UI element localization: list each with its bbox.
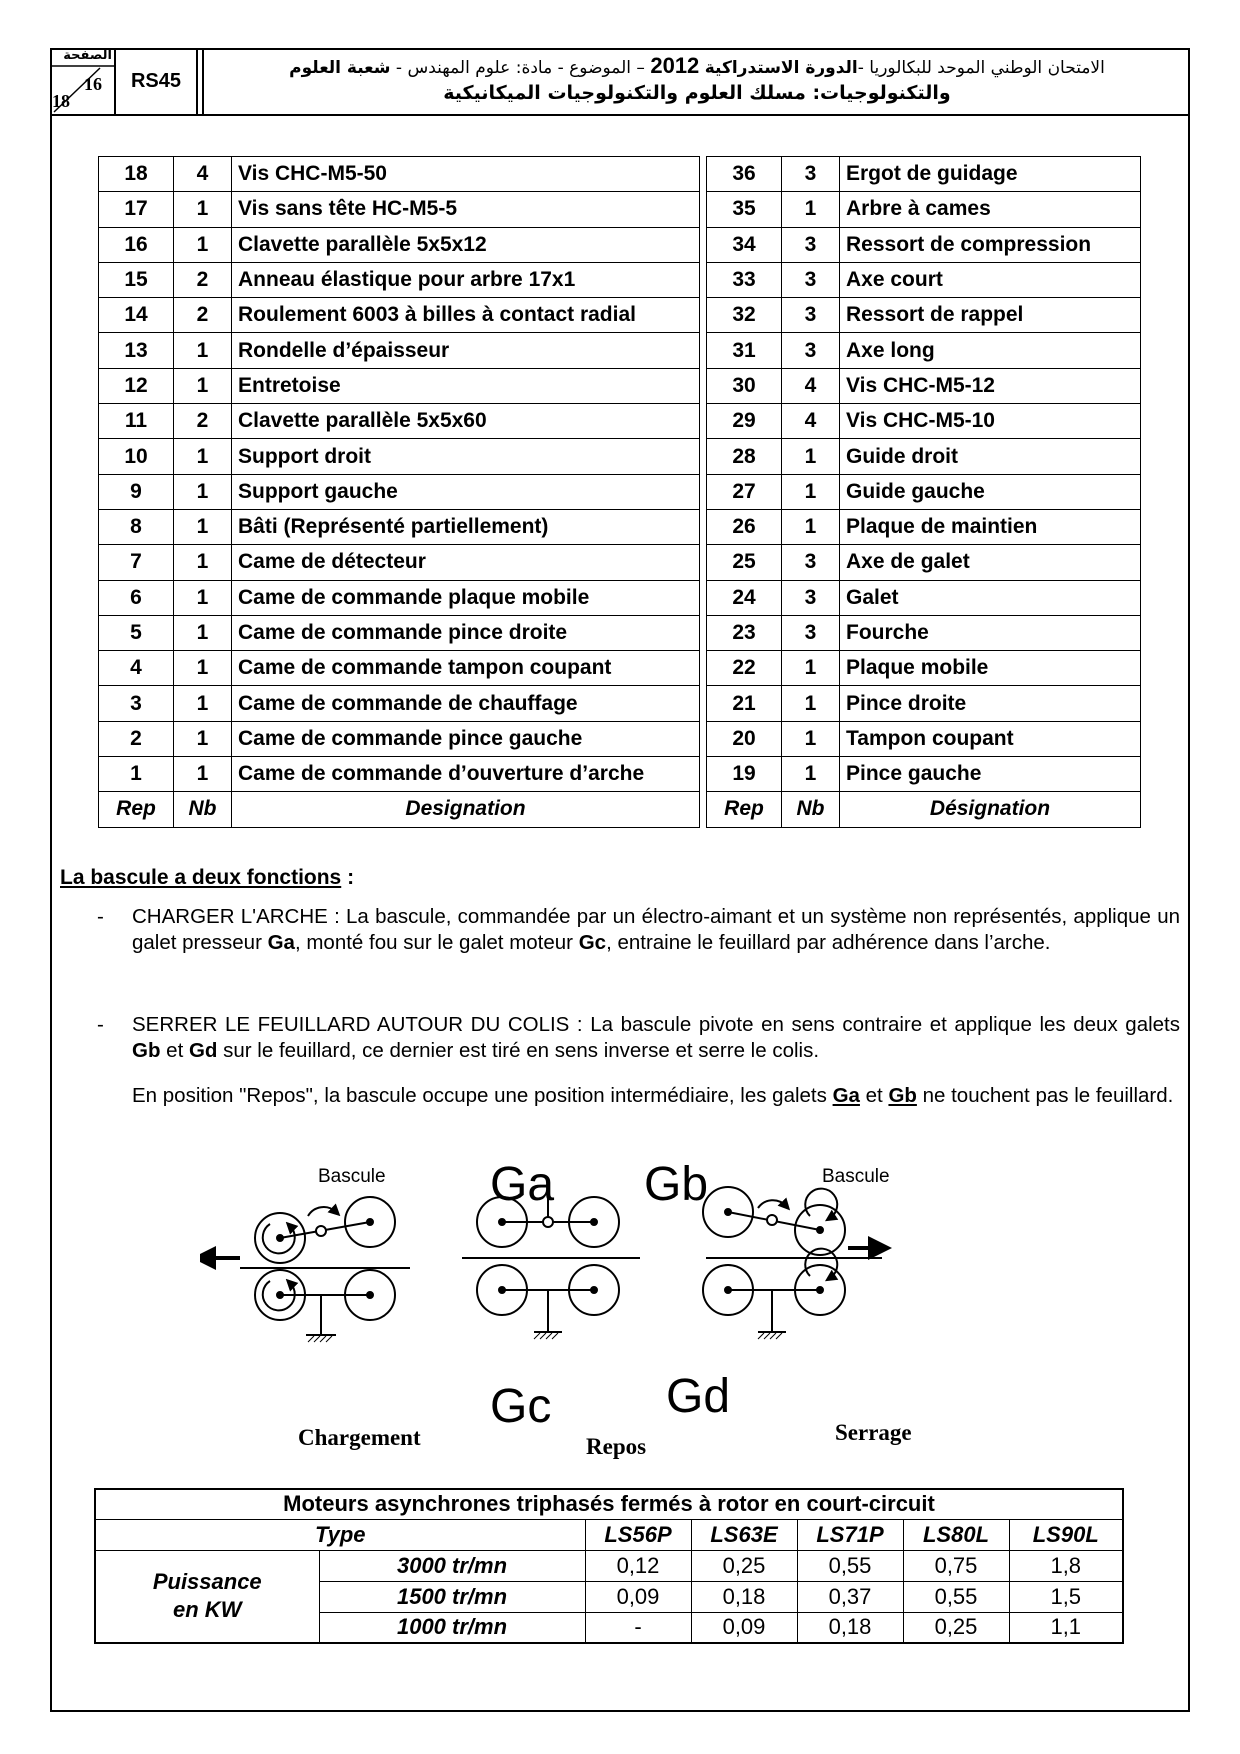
caption-serrage: Serrage — [835, 1420, 912, 1445]
power-value: 0,25 — [903, 1612, 1009, 1643]
part-designation: Plaque mobile — [840, 651, 1141, 686]
part-rep: 34 — [707, 227, 782, 262]
column-separator — [700, 368, 707, 403]
motor-type: LS63E — [691, 1519, 797, 1550]
part-designation: Guide droit — [840, 439, 1141, 474]
bullet-dash: - — [97, 1013, 104, 1036]
page-number: 16 — [84, 74, 102, 94]
part-rep: 19 — [707, 757, 782, 792]
part-rep: 30 — [707, 368, 782, 403]
intro-title: La bascule a deux fonctions — [60, 866, 342, 889]
part-qty: 4 — [174, 157, 232, 192]
part-designation: Axe court — [840, 262, 1141, 297]
part-rep: 6 — [99, 580, 174, 615]
power-value: 0,09 — [691, 1612, 797, 1643]
part-rep: 31 — [707, 333, 782, 368]
part-rep: 9 — [99, 474, 174, 509]
parts-row — [99, 580, 1141, 615]
part-designation: Came de détecteur — [232, 545, 700, 580]
part-qty: 3 — [782, 157, 840, 192]
part-rep: 24 — [707, 580, 782, 615]
power-value: 0,12 — [585, 1550, 691, 1581]
rotation-arrow-gd — [805, 1249, 837, 1278]
part-designation: Came de commande pince droite — [232, 615, 700, 650]
b1-gc: Gc — [578, 931, 607, 954]
header-rep: Rep — [707, 792, 782, 827]
header-designation: Désignation — [840, 792, 1141, 827]
exam-header — [50, 48, 1190, 116]
part-designation: Vis CHC-M5-10 — [840, 404, 1141, 439]
power-value: 0,55 — [903, 1581, 1009, 1612]
parts-row — [99, 439, 1141, 474]
part-designation: Pince droite — [840, 686, 1141, 721]
part-designation: Bâti (Représenté partiellement) — [232, 509, 700, 544]
b1-ga: Ga — [267, 931, 295, 954]
part-rep: 23 — [707, 615, 782, 650]
parts-row — [99, 721, 1141, 756]
part-qty: 1 — [782, 192, 840, 227]
part-rep: 28 — [707, 439, 782, 474]
motor-type-label: Type — [95, 1519, 585, 1550]
parts-row — [99, 474, 1141, 509]
column-separator — [700, 545, 707, 580]
ground-hatch-left — [308, 1336, 332, 1342]
power-value: 1,1 — [1009, 1612, 1123, 1643]
repos-paragraph — [132, 1083, 1180, 1109]
b1-part1: CHARGER L'ARCHE : La bascule, commandée par un électro-aimant et un système non représentés, applique un galet presseur — [132, 905, 1180, 954]
exam-title — [204, 48, 1190, 114]
p3-part1: En position "Repos", la bascule occupe une position intermédiaire, les galets — [132, 1084, 833, 1107]
column-separator — [700, 474, 707, 509]
part-rep: 29 — [707, 404, 782, 439]
part-rep: 13 — [99, 333, 174, 368]
part-rep: 3 — [99, 686, 174, 721]
exam-subject: علوم المهندس — [407, 58, 511, 78]
part-qty: 4 — [782, 368, 840, 403]
page-number-box — [50, 48, 116, 114]
parts-row — [99, 192, 1141, 227]
header-nb: Nb — [174, 792, 232, 827]
part-designation: Rondelle d’épaisseur — [232, 333, 700, 368]
parts-row — [99, 404, 1141, 439]
motor-table-title: Moteurs asynchrones triphasés fermés à rotor en court-circuit — [95, 1489, 1123, 1519]
power-value: 0,18 — [691, 1581, 797, 1612]
b2-gb: Gb — [132, 1039, 161, 1062]
power-value: 0,09 — [585, 1581, 691, 1612]
b2-part2: et — [160, 1039, 189, 1062]
caption-chargement: Chargement — [298, 1425, 421, 1450]
part-designation: Ressort de compression — [840, 227, 1141, 262]
motor-type: LS56P — [585, 1519, 691, 1550]
part-qty: 1 — [174, 580, 232, 615]
column-separator — [700, 686, 707, 721]
p3-part2: et — [859, 1084, 889, 1107]
part-designation: Fourche — [840, 615, 1141, 650]
part-qty: 1 — [174, 721, 232, 756]
caption-repos: Repos — [586, 1434, 647, 1459]
part-designation: Clavette parallèle 5x5x12 — [232, 227, 700, 262]
part-qty: 1 — [174, 509, 232, 544]
exam-code: RS45 — [116, 48, 198, 114]
part-designation: Support droit — [232, 439, 700, 474]
part-designation: Vis CHC-M5-50 — [232, 157, 700, 192]
parts-row — [99, 298, 1141, 333]
part-rep: 16 — [99, 227, 174, 262]
part-designation: Tampon coupant — [840, 721, 1141, 756]
exam-title-suffix: – الموضوع - مادة: — [515, 58, 645, 78]
exam-session: الدورة الاستدراكية — [704, 58, 858, 78]
serrage-mechanism — [703, 1187, 882, 1332]
part-qty: 1 — [174, 615, 232, 650]
part-designation: Support gauche — [232, 474, 700, 509]
part-rep: 17 — [99, 192, 174, 227]
label-bascule-left: Bascule — [318, 1166, 386, 1187]
ground-hatch-center — [534, 1333, 558, 1339]
b2-part1: SERRER LE FEUILLARD AUTOUR DU COLIS : La bascule pivote en sens contraire et applique les deux galets — [132, 1013, 1180, 1036]
part-designation: Came de commande d’ouverture d’arche — [232, 757, 700, 792]
page-total: 18 — [52, 91, 70, 111]
bullet-serrer — [97, 1012, 1180, 1064]
part-qty: 2 — [174, 404, 232, 439]
parts-row — [99, 686, 1141, 721]
part-rep: 21 — [707, 686, 782, 721]
part-designation: Vis CHC-M5-12 — [840, 368, 1141, 403]
b1-part3: , entraine le feuillard par adhérence dans l’arche. — [606, 931, 1051, 954]
chargement-mechanism — [204, 1197, 410, 1335]
part-designation: Axe de galet — [840, 545, 1141, 580]
part-rep: 15 — [99, 262, 174, 297]
part-rep: 5 — [99, 615, 174, 650]
exam-branch: شعبة العلوم — [289, 58, 391, 78]
part-designation: Ressort de rappel — [840, 298, 1141, 333]
part-designation: Axe long — [840, 333, 1141, 368]
column-separator — [700, 157, 707, 192]
bascule-diagram — [200, 1150, 1000, 1470]
column-separator — [700, 298, 707, 333]
part-qty: 1 — [174, 227, 232, 262]
parts-row — [99, 333, 1141, 368]
parts-row — [99, 651, 1141, 686]
part-qty: 1 — [174, 474, 232, 509]
parts-table — [98, 156, 1141, 828]
rotation-arrow-bascule — [758, 1200, 786, 1208]
p3-gb: Gb — [888, 1084, 917, 1107]
part-rep: 1 — [99, 757, 174, 792]
power-value: 0,18 — [797, 1612, 903, 1643]
part-designation: Pince gauche — [840, 757, 1141, 792]
label-bascule-right: Bascule — [822, 1166, 890, 1187]
part-qty: 1 — [782, 651, 840, 686]
parts-row — [99, 615, 1141, 650]
part-qty: 2 — [174, 298, 232, 333]
part-designation: Guide gauche — [840, 474, 1141, 509]
part-designation: Galet — [840, 580, 1141, 615]
column-separator — [700, 721, 707, 756]
part-qty: 1 — [782, 757, 840, 792]
speed-cell: 1000 tr/mn — [319, 1612, 585, 1643]
parts-row — [99, 157, 1141, 192]
parts-row — [99, 368, 1141, 403]
parts-row — [99, 545, 1141, 580]
motor-table — [94, 1488, 1124, 1644]
part-qty: 2 — [174, 262, 232, 297]
speed-cell: 3000 tr/mn — [319, 1550, 585, 1581]
part-rep: 20 — [707, 721, 782, 756]
power-value: 0,75 — [903, 1550, 1009, 1581]
part-rep: 10 — [99, 439, 174, 474]
page-label: الصفحة — [63, 48, 112, 63]
part-rep: 11 — [99, 404, 174, 439]
exam-title-line1 — [216, 54, 1178, 80]
power-label: Puissance — [152, 1569, 262, 1595]
part-rep: 33 — [707, 262, 782, 297]
part-designation: Came de commande plaque mobile — [232, 580, 700, 615]
ground-hatch-right — [758, 1333, 782, 1339]
part-rep: 26 — [707, 509, 782, 544]
part-qty: 1 — [174, 439, 232, 474]
part-designation: Plaque de maintien — [840, 509, 1141, 544]
power-value: 1,8 — [1009, 1550, 1123, 1581]
part-rep: 14 — [99, 298, 174, 333]
column-separator — [700, 192, 707, 227]
intro-colon: : — [341, 866, 355, 889]
part-rep: 4 — [99, 651, 174, 686]
part-qty: 3 — [782, 545, 840, 580]
part-qty: 1 — [782, 686, 840, 721]
bullet-charger-text — [132, 904, 1180, 956]
part-qty: 3 — [782, 580, 840, 615]
column-separator — [700, 580, 707, 615]
power-value: 0,25 — [691, 1550, 797, 1581]
part-designation: Anneau élastique pour arbre 17x1 — [232, 262, 700, 297]
parts-row — [99, 757, 1141, 792]
part-qty: 1 — [782, 509, 840, 544]
part-qty: 1 — [174, 192, 232, 227]
part-qty: 4 — [782, 404, 840, 439]
part-designation: Arbre à cames — [840, 192, 1141, 227]
part-rep: 36 — [707, 157, 782, 192]
part-qty: 3 — [782, 227, 840, 262]
part-qty: 1 — [782, 474, 840, 509]
part-qty: 3 — [782, 262, 840, 297]
part-rep: 18 — [99, 157, 174, 192]
exam-title-dash: - — [390, 58, 408, 78]
part-rep: 27 — [707, 474, 782, 509]
power-value: 1,5 — [1009, 1581, 1123, 1612]
column-separator — [700, 615, 707, 650]
b2-part3: sur le feuillard, ce dernier est tiré en sens inverse et serre le colis. — [217, 1039, 820, 1062]
power-value: 0,37 — [797, 1581, 903, 1612]
header-nb: Nb — [782, 792, 840, 827]
part-qty: 1 — [782, 721, 840, 756]
part-designation: Came de commande pince gauche — [232, 721, 700, 756]
column-separator — [700, 262, 707, 297]
part-designation: Roulement 6003 à billes à contact radial — [232, 298, 700, 333]
parts-header-row — [99, 792, 1141, 827]
part-designation: Vis sans tête HC-M5-5 — [232, 192, 700, 227]
part-rep: 7 — [99, 545, 174, 580]
column-separator — [700, 227, 707, 262]
p3-part3: ne touchent pas le feuillard. — [916, 1084, 1174, 1107]
power-unit: en KW — [173, 1597, 242, 1623]
part-rep: 12 — [99, 368, 174, 403]
part-rep: 25 — [707, 545, 782, 580]
power-value: 0,55 — [797, 1550, 903, 1581]
label-gd: Gd — [666, 1370, 731, 1423]
speed-cell: 1500 tr/mn — [319, 1581, 585, 1612]
intro-heading — [60, 866, 354, 890]
exam-title-prefix: الامتحان الوطني الموحد للبكالوريا - — [857, 58, 1105, 78]
parts-row — [99, 509, 1141, 544]
part-qty: 1 — [174, 368, 232, 403]
part-qty: 1 — [174, 545, 232, 580]
part-rep: 32 — [707, 298, 782, 333]
part-qty: 1 — [174, 651, 232, 686]
part-rep: 8 — [99, 509, 174, 544]
parts-row — [99, 262, 1141, 297]
exam-title-line2: والتكنولوجيات: مسلك العلوم والتكنولوجيات الميكانيكية — [443, 82, 951, 104]
b1-part2: , monté fou sur le galet moteur — [294, 931, 579, 954]
part-designation: Ergot de guidage — [840, 157, 1141, 192]
column-separator — [700, 651, 707, 686]
part-designation: Came de commande tampon coupant — [232, 651, 700, 686]
bullet-charger — [97, 904, 1180, 956]
part-designation: Entretoise — [232, 368, 700, 403]
column-separator — [700, 792, 707, 827]
b2-gd: Gd — [188, 1039, 218, 1062]
part-qty: 1 — [174, 333, 232, 368]
parts-row — [99, 227, 1141, 262]
column-separator — [700, 439, 707, 474]
rotation-arrow-bascule — [308, 1207, 336, 1216]
part-qty: 1 — [782, 439, 840, 474]
motor-type: LS80L — [903, 1519, 1009, 1550]
p3-ga: Ga — [832, 1084, 860, 1107]
label-gb: Gb — [644, 1158, 709, 1211]
part-qty: 1 — [174, 757, 232, 792]
part-qty: 3 — [782, 333, 840, 368]
power-value: - — [585, 1612, 691, 1643]
column-separator — [700, 509, 707, 544]
power-row-header — [95, 1550, 319, 1643]
motor-type: LS71P — [797, 1519, 903, 1550]
part-designation: Came de commande de chauffage — [232, 686, 700, 721]
part-designation: Clavette parallèle 5x5x60 — [232, 404, 700, 439]
motor-type: LS90L — [1009, 1519, 1123, 1550]
exam-year: 2012 — [650, 53, 700, 78]
column-separator — [700, 757, 707, 792]
rotation-arrow-gb — [805, 1189, 837, 1218]
column-separator — [700, 333, 707, 368]
part-qty: 3 — [782, 615, 840, 650]
bullet-serrer-text — [132, 1012, 1180, 1064]
bullet-dash: - — [97, 905, 104, 928]
part-rep: 2 — [99, 721, 174, 756]
part-qty: 3 — [782, 298, 840, 333]
header-designation: Designation — [232, 792, 700, 827]
header-rep: Rep — [99, 792, 174, 827]
column-separator — [700, 404, 707, 439]
parts-table-body — [99, 157, 1141, 828]
part-rep: 35 — [707, 192, 782, 227]
label-ga: Ga — [490, 1158, 555, 1211]
label-gc: Gc — [490, 1380, 552, 1433]
part-qty: 1 — [174, 686, 232, 721]
part-rep: 22 — [707, 651, 782, 686]
